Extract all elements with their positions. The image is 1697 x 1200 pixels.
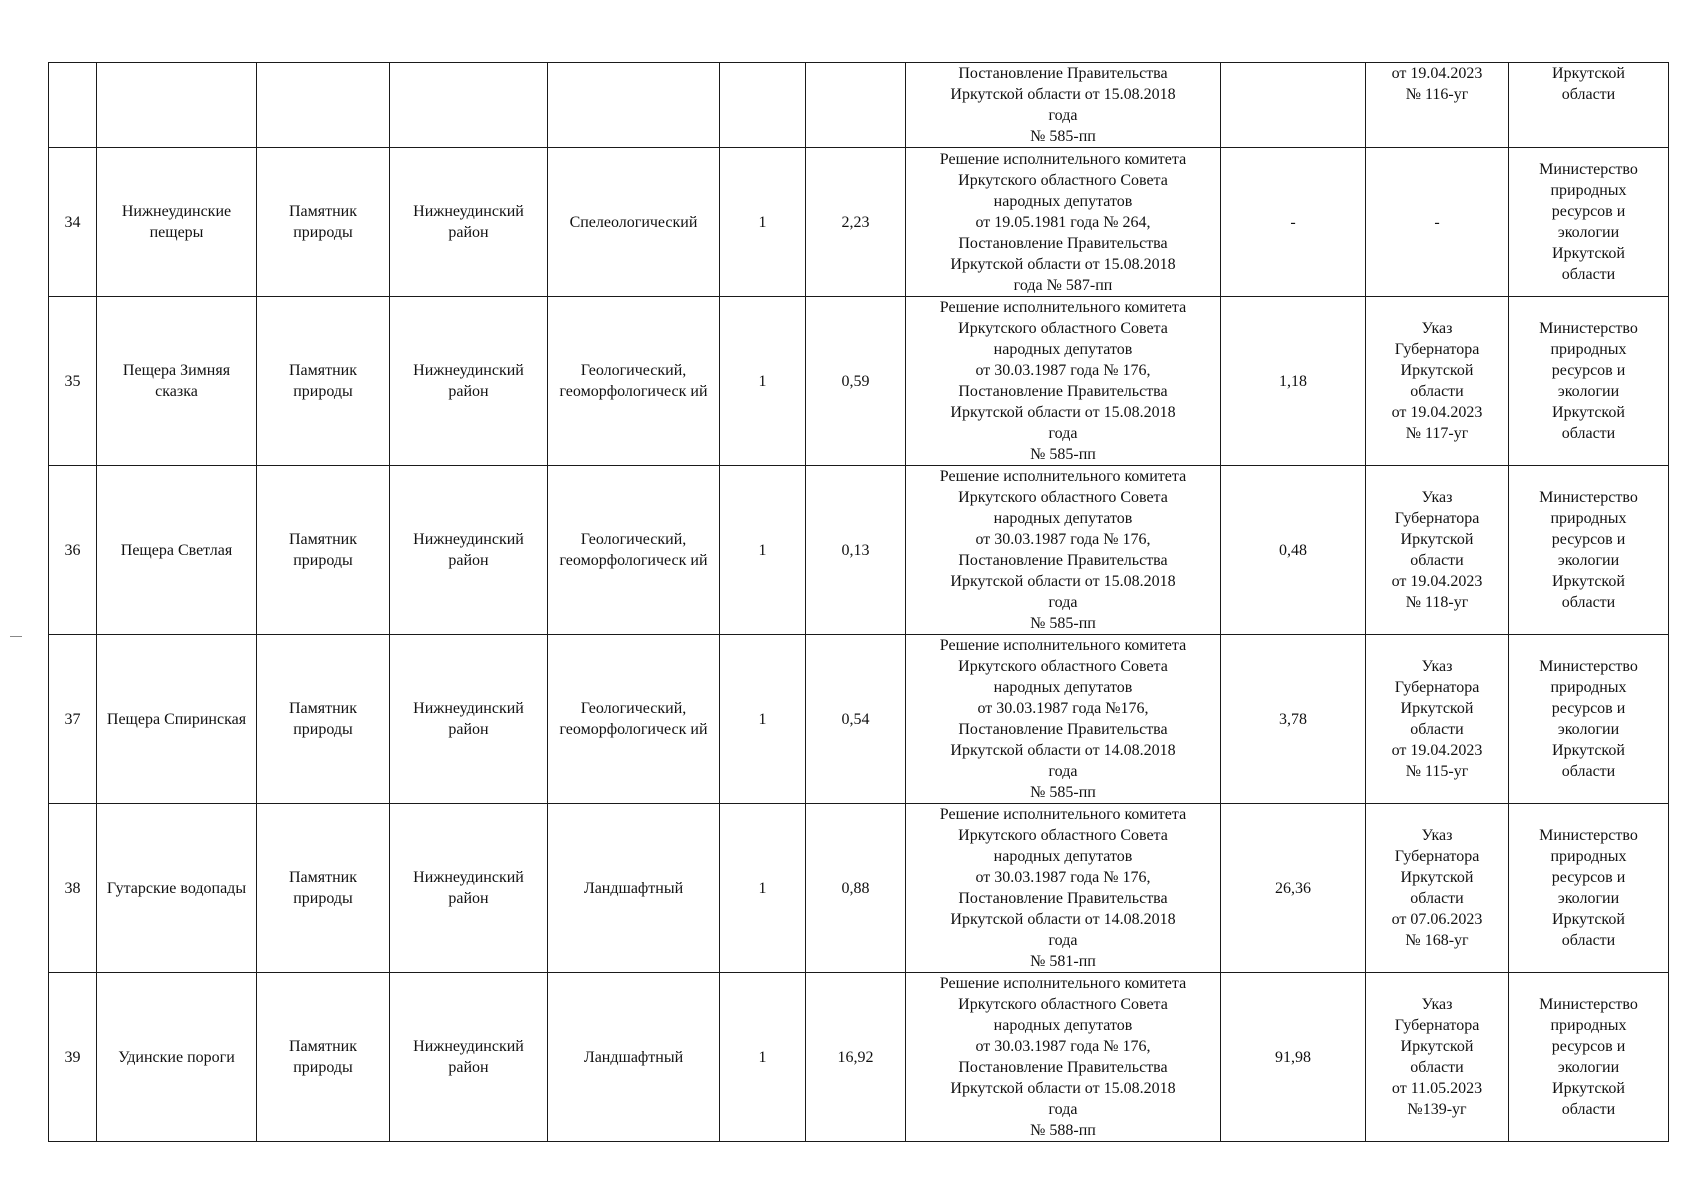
cell-decree: Указ Губернатора Иркутской области от 11.05.2023 №139-уг — [1366, 973, 1509, 1142]
cell-count: 1 — [720, 635, 806, 804]
cell-document: Решение исполнительного комитета Иркутского областного Совета народных депутатов от 19.05.1981 года № 264, Постановление Правительства Иркутской области от 15.08.2018 года № 587-пп — [906, 148, 1221, 297]
cell-count — [720, 63, 806, 148]
cell-location — [390, 63, 548, 148]
cell-organization: Министерство природных ресурсов и экологии Иркутской области — [1509, 804, 1669, 973]
cell-category: Памятник природы — [257, 804, 390, 973]
cell-zone-area: 91,98 — [1221, 973, 1366, 1142]
cell-area — [806, 63, 906, 148]
table-body — [49, 63, 1669, 1142]
cell-name: Пещера Спиринская — [97, 635, 257, 804]
cell-document: Решение исполнительного комитета Иркутского областного Совета народных депутатов от 30.03.1987 года № 176, Постановление Правительства Иркутской области от 14.08.2018 года № 581-пп — [906, 804, 1221, 973]
cell-profile: Геологический, геоморфологическ ий — [548, 297, 720, 466]
table-row — [49, 148, 1669, 297]
cell-area: 0,88 — [806, 804, 906, 973]
cell-location: Нижнеудинский район — [390, 466, 548, 635]
cell-name — [97, 63, 257, 148]
cell-profile — [548, 63, 720, 148]
cell-number — [49, 63, 97, 148]
cell-decree: Указ Губернатора Иркутской области от 19.04.2023 № 118-уг — [1366, 466, 1509, 635]
cell-area: 0,13 — [806, 466, 906, 635]
scan-margin-mark — [10, 636, 22, 637]
cell-category: Памятник природы — [257, 148, 390, 297]
table-row — [49, 297, 1669, 466]
table-row — [49, 973, 1669, 1142]
table-row — [49, 635, 1669, 804]
cell-name: Нижнеудинские пещеры — [97, 148, 257, 297]
cell-profile: Ландшафтный — [548, 804, 720, 973]
table-row-continuation — [49, 63, 1669, 148]
cell-organization: Министерство природных ресурсов и экологии Иркутской области — [1509, 973, 1669, 1142]
table-row — [49, 466, 1669, 635]
cell-name: Гутарские водопады — [97, 804, 257, 973]
cell-count: 1 — [720, 466, 806, 635]
cell-location: Нижнеудинский район — [390, 148, 548, 297]
cell-decree: - — [1366, 148, 1509, 297]
cell-number: 37 — [49, 635, 97, 804]
cell-category: Памятник природы — [257, 973, 390, 1142]
cell-number: 38 — [49, 804, 97, 973]
cell-location: Нижнеудинский район — [390, 297, 548, 466]
cell-decree: Указ Губернатора Иркутской области от 19.04.2023 № 115-уг — [1366, 635, 1509, 804]
cell-location: Нижнеудинский район — [390, 973, 548, 1142]
cell-organization: Министерство природных ресурсов и экологии Иркутской области — [1509, 297, 1669, 466]
cell-profile: Геологический, геоморфологическ ий — [548, 466, 720, 635]
cell-category: Памятник природы — [257, 635, 390, 804]
cell-zone-area: 3,78 — [1221, 635, 1366, 804]
cell-area: 0,59 — [806, 297, 906, 466]
cell-document: Решение исполнительного комитета Иркутского областного Совета народных депутатов от 30.03.1987 года № 176, Постановление Правительства Иркутской области от 15.08.2018 года № 585-пп — [906, 466, 1221, 635]
cell-organization: Министерство природных ресурсов и экологии Иркутской области — [1509, 466, 1669, 635]
cell-location: Нижнеудинский район — [390, 635, 548, 804]
cell-count: 1 — [720, 148, 806, 297]
cell-location: Нижнеудинский район — [390, 804, 548, 973]
cell-organization: Министерство природных ресурсов и экологии Иркутской области — [1509, 148, 1669, 297]
table-row — [49, 804, 1669, 973]
cell-number: 35 — [49, 297, 97, 466]
cell-area: 16,92 — [806, 973, 906, 1142]
protected-areas-table — [48, 62, 1669, 1142]
cell-category — [257, 63, 390, 148]
cell-zone-area: 26,36 — [1221, 804, 1366, 973]
cell-decree: Указ Губернатора Иркутской области от 19.04.2023 № 117-уг — [1366, 297, 1509, 466]
cell-organization: Иркутской области — [1509, 63, 1669, 148]
cell-area: 2,23 — [806, 148, 906, 297]
cell-category: Памятник природы — [257, 466, 390, 635]
cell-count: 1 — [720, 973, 806, 1142]
cell-name: Пещера Зимняя сказка — [97, 297, 257, 466]
cell-organization: Министерство природных ресурсов и экологии Иркутской области — [1509, 635, 1669, 804]
cell-document: Постановление Правительства Иркутской области от 15.08.2018 года № 585-пп — [906, 63, 1221, 148]
cell-name: Пещера Светлая — [97, 466, 257, 635]
cell-count: 1 — [720, 804, 806, 973]
cell-name: Удинские пороги — [97, 973, 257, 1142]
cell-document: Решение исполнительного комитета Иркутского областного Совета народных депутатов от 30.03.1987 года № 176, Постановление Правительства Иркутской области от 15.08.2018 года № 585-пп — [906, 297, 1221, 466]
cell-profile: Спелеологический — [548, 148, 720, 297]
cell-zone-area: 0,48 — [1221, 466, 1366, 635]
cell-profile: Ландшафтный — [548, 973, 720, 1142]
cell-category: Памятник природы — [257, 297, 390, 466]
cell-zone-area: 1,18 — [1221, 297, 1366, 466]
cell-area: 0,54 — [806, 635, 906, 804]
cell-zone-area — [1221, 63, 1366, 148]
cell-decree: от 19.04.2023 № 116-уг — [1366, 63, 1509, 148]
cell-number: 39 — [49, 973, 97, 1142]
cell-zone-area: - — [1221, 148, 1366, 297]
cell-number: 36 — [49, 466, 97, 635]
cell-decree: Указ Губернатора Иркутской области от 07.06.2023 № 168-уг — [1366, 804, 1509, 973]
cell-number: 34 — [49, 148, 97, 297]
cell-count: 1 — [720, 297, 806, 466]
cell-document: Решение исполнительного комитета Иркутского областного Совета народных депутатов от 30.03.1987 года № 176, Постановление Правительства Иркутской области от 15.08.2018 года № 588-пп — [906, 973, 1221, 1142]
cell-profile: Геологический, геоморфологическ ий — [548, 635, 720, 804]
cell-document: Решение исполнительного комитета Иркутского областного Совета народных депутатов от 30.03.1987 года №176, Постановление Правительства Иркутской области от 14.08.2018 года № 585-пп — [906, 635, 1221, 804]
